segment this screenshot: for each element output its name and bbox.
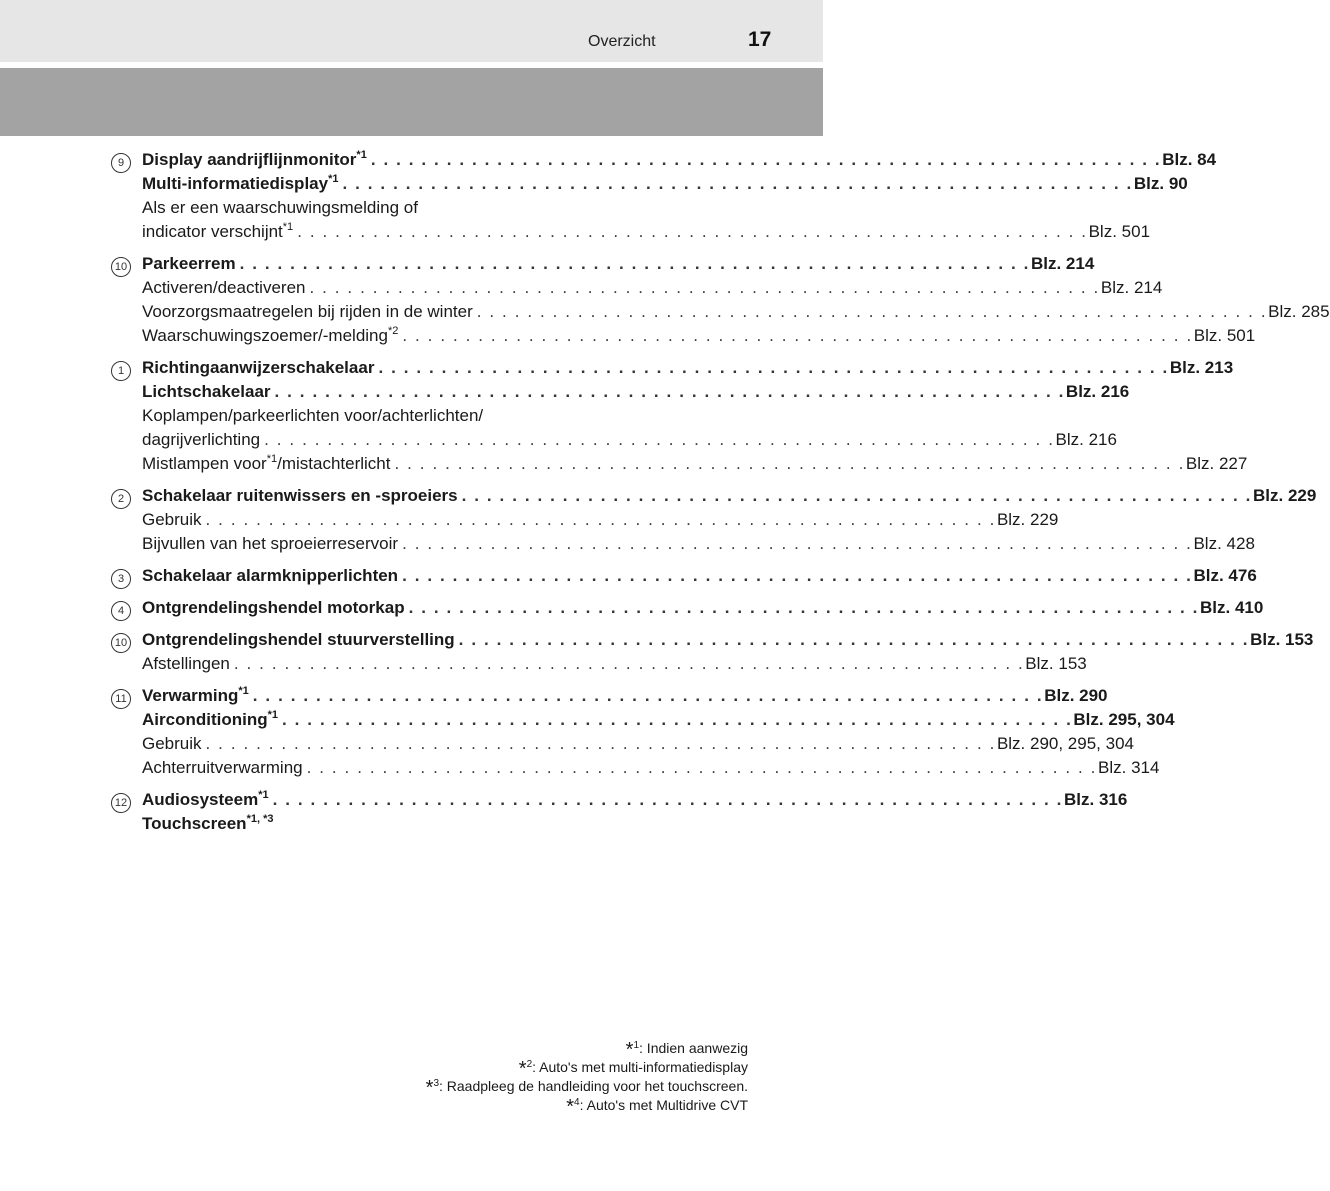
footnote-ref: *1: [238, 685, 249, 697]
index-entry: [142, 196, 717, 220]
index-entry: [142, 324, 1256, 348]
index-entry: [142, 172, 1188, 196]
dot-leader: . . . . . . . . . . . . . . . . . . . . . . . . . . . . . . . . . . . . . . . . . . . . . . . . . . . . . . . . . . . . . . .: [306, 758, 1098, 777]
entry-label: Activeren/deactiveren: [142, 278, 306, 297]
index-entry: [142, 452, 1248, 476]
entry-label: Achterruitverwarming: [142, 758, 303, 777]
dot-leader: . . . . . . . . . . . . . . . . . . . . . . . . . . . . . . . . . . . . . . . . . . . . . . . . . . . . . . . . . . . . . . .: [297, 222, 1088, 241]
entry-label: Ontgrendelingshendel motorkap: [142, 598, 405, 617]
index-group: [109, 484, 1317, 556]
index-entry: [142, 788, 1128, 812]
page-reference[interactable]: Blz. 153: [1025, 654, 1087, 673]
callout-number: 2: [111, 489, 131, 509]
index-entry: [142, 652, 1087, 676]
index-entry: [142, 508, 1059, 532]
entry-label: Richtingaanwijzerschakelaar: [142, 358, 375, 377]
index-entry: [142, 404, 717, 428]
entry-label: dagrijverlichting: [142, 430, 261, 449]
entry-label: Gebruik: [142, 734, 202, 753]
footnote: *$^2$: Auto's met multi-informatiedisplay: [518, 1058, 748, 1080]
page-reference[interactable]: Blz. 90: [1133, 174, 1188, 193]
callout-number: 10: [111, 257, 131, 277]
callout-number: 12: [111, 793, 131, 813]
page-number: 17: [748, 28, 772, 51]
footnote-ref: *1: [267, 709, 278, 721]
index-entry: [142, 300, 1330, 324]
index-entry: [142, 596, 1264, 620]
page-reference[interactable]: Blz. 314: [1098, 758, 1160, 777]
index-group: [109, 148, 1217, 244]
dot-leader: . . . . . . . . . . . . . . . . . . . . . . . . . . . . . . . . . . . . . . . . . . . . . . . . . . . . . . . . . . . . . . .: [233, 654, 1025, 673]
dot-leader: . . . . . . . . . . . . . . . . . . . . . . . . . . . . . . . . . . . . . . . . . . . . . . . . . . . . . . . . . . . . . . .: [458, 630, 1250, 649]
page-reference[interactable]: Blz. 216: [1065, 382, 1130, 401]
overview-index: [109, 148, 1330, 844]
footnote-ref: *1: [266, 453, 278, 465]
dot-leader: . . . . . . . . . . . . . . . . . . . . . . . . . . . . . . . . . . . . . . . . . . . . . . . . . . . . . . . . . . . . . . .: [394, 454, 1185, 473]
page-reference[interactable]: Blz. 84: [1162, 150, 1217, 169]
entry-label: Airconditioning$^{*1}$: [142, 709, 278, 729]
callout-number: 4: [111, 601, 131, 621]
page-reference[interactable]: Blz. 285: [1268, 302, 1330, 321]
entry-label: Verwarming$^{*1}$: [142, 685, 249, 705]
dot-leader: . . . . . . . . . . . . . . . . . . . . . . . . . . . . . . . . . . . . . . . . . . . . . . . . . . . . . . . . . . . . . . .: [264, 430, 1055, 449]
entry-label: Display aandrijflijnmonitor$^{*1}$: [142, 149, 367, 169]
page-reference[interactable]: Blz. 410: [1200, 598, 1264, 617]
entry-label: Lichtschakelaar: [142, 382, 271, 401]
index-entry: [142, 148, 1217, 172]
entry-label: Touchscreen$^{*1, *3}$: [142, 813, 274, 833]
entry-label: Parkeerrem: [142, 254, 236, 273]
page-reference[interactable]: Blz. 295, 304: [1073, 710, 1175, 729]
dot-leader: . . . . . . . . . . . . . . . . . . . . . . . . . . . . . . . . . . . . . . . . . . . . . . . . . . . . . . . . . . . . . . .: [274, 382, 1065, 401]
footnote-ref: *1: [282, 221, 294, 233]
index-entry: [142, 732, 1134, 756]
index-entry: [142, 252, 1095, 276]
dot-leader: . . . . . . . . . . . . . . . . . . . . . . . . . . . . . . . . . . . . . . . . . . . . . . . . . . . . . . . . . . . . . . .: [402, 566, 1193, 585]
index-entry: [142, 484, 1317, 508]
page-reference[interactable]: Blz. 229: [1253, 486, 1317, 505]
footnotes: [425, 1038, 748, 1118]
dot-leader: . . . . . . . . . . . . . . . . . . . . . . . . . . . . . . . . . . . . . . . . . . . . . . . . . . . . . . . . . . . . . . .: [378, 358, 1169, 377]
page-reference[interactable]: Blz. 227: [1185, 454, 1248, 473]
dot-leader: . . . . . . . . . . . . . . . . . . . . . . . . . . . . . . . . . . . . . . . . . . . . . . . . . . . . . . . . . . . . . . .: [342, 174, 1133, 193]
page-reference[interactable]: Blz. 428: [1193, 534, 1255, 553]
footnote-ref: *2: [387, 325, 399, 337]
page-reference[interactable]: Blz. 290: [1044, 686, 1108, 705]
callout-number: 3: [111, 569, 131, 589]
page-reference[interactable]: Blz. 316: [1064, 790, 1128, 809]
dot-leader: . . . . . . . . . . . . . . . . . . . . . . . . . . . . . . . . . . . . . . . . . . . . . . . . . . . . . . . . . . . . . . .: [402, 326, 1193, 345]
dot-leader: . . . . . . . . . . . . . . . . . . . . . . . . . . . . . . . . . . . . . . . . . . . . . . . . . . . . . . . . . . . . . . .: [239, 254, 1030, 273]
callout-number: 11: [111, 689, 131, 709]
footnote: *$^1$: Indien aanwezig: [625, 1039, 748, 1061]
index-entry: [142, 276, 1163, 300]
index-entry: [142, 428, 1117, 452]
gray-band: [0, 68, 823, 136]
index-group: [109, 356, 1248, 476]
index-group: [109, 564, 1257, 588]
dot-leader: . . . . . . . . . . . . . . . . . . . . . . . . . . . . . . . . . . . . . . . . . . . . . . . . . . . . . . . . . . . . . . .: [476, 302, 1268, 321]
index-group: [109, 252, 1330, 348]
index-group: [109, 788, 1128, 836]
entry-label: Audiosysteem$^{*1}$: [142, 789, 269, 809]
entry-label: indicator verschijnt$^{*1}$: [142, 221, 294, 241]
entry-label: Bijvullen van het sproeierreservoir: [142, 534, 399, 553]
footnote-ref: *1: [356, 149, 367, 161]
dot-leader: . . . . . . . . . . . . . . . . . . . . . . . . . . . . . . . . . . . . . . . . . . . . . . . . . . . . . . . . . . . . . . .: [205, 734, 996, 753]
dot-leader: . . . . . . . . . . . . . . . . . . . . . . . . . . . . . . . . . . . . . . . . . . . . . . . . . . . . . . . . . . . . . . .: [370, 150, 1162, 169]
footnote-ref: *1: [328, 173, 339, 185]
page-reference[interactable]: Blz. 501: [1193, 326, 1256, 345]
callout-number: 1: [111, 361, 131, 381]
index-group: [109, 684, 1175, 780]
callout-number: 10: [111, 633, 131, 653]
entry-label: Ontgrendelingshendel stuurverstelling: [142, 630, 455, 649]
entry-label: Afstellingen: [142, 654, 230, 673]
dot-leader: . . . . . . . . . . . . . . . . . . . . . . . . . . . . . . . . . . . . . . . . . . . . . . . . . . . . . . . . . . . . . . .: [282, 710, 1073, 729]
entry-label: Schakelaar alarmknipperlichten: [142, 566, 399, 585]
section-title: Overzicht: [588, 33, 656, 50]
index-entry: [142, 812, 717, 836]
footnote: *$^4$: Auto's met Multidrive CVT: [566, 1096, 748, 1118]
index-entry: [142, 380, 1130, 404]
index-entry: [142, 356, 1234, 380]
entry-label: Multi-informatiedisplay$^{*1}$: [142, 173, 339, 193]
footnote-ref: *1: [258, 789, 269, 801]
entry-label: Waarschuwingszoemer/-melding$^{*2}$: [142, 325, 399, 345]
entry-label: Mistlampen voor$^{*1}$/mistachterlicht: [142, 453, 391, 473]
entry-label: Als er een waarschuwingsmelding of: [142, 198, 418, 217]
index-entry: [142, 708, 1175, 732]
page-reference[interactable]: Blz. 214: [1030, 254, 1095, 273]
page-reference[interactable]: Blz. 290, 295, 304: [996, 734, 1134, 753]
page-reference[interactable]: Blz. 213: [1169, 358, 1234, 377]
entry-label: Schakelaar ruitenwissers en -sproeiers: [142, 486, 458, 505]
dot-leader: . . . . . . . . . . . . . . . . . . . . . . . . . . . . . . . . . . . . . . . . . . . . . . . . . . . . . . . . . . . . . . .: [408, 598, 1199, 617]
index-entry: [142, 220, 1151, 244]
index-group: [109, 628, 1314, 676]
page-reference[interactable]: Blz. 216: [1055, 430, 1117, 449]
page-reference[interactable]: Blz. 229: [996, 510, 1059, 529]
index-entry: [142, 628, 1314, 652]
dot-leader: . . . . . . . . . . . . . . . . . . . . . . . . . . . . . . . . . . . . . . . . . . . . . . . . . . . . . . . . . . . . . . .: [402, 534, 1193, 553]
page-reference[interactable]: Blz. 501: [1088, 222, 1151, 241]
index-entry: [142, 564, 1257, 588]
dot-leader: . . . . . . . . . . . . . . . . . . . . . . . . . . . . . . . . . . . . . . . . . . . . . . . . . . . . . . . . . . . . . . .: [205, 510, 996, 529]
dot-leader: . . . . . . . . . . . . . . . . . . . . . . . . . . . . . . . . . . . . . . . . . . . . . . . . . . . . . . . . . . . . . . .: [461, 486, 1253, 505]
page-reference[interactable]: Blz. 476: [1193, 566, 1257, 585]
index-entry: [142, 756, 1160, 780]
dot-leader: . . . . . . . . . . . . . . . . . . . . . . . . . . . . . . . . . . . . . . . . . . . . . . . . . . . . . . . . . . . . . . .: [309, 278, 1100, 297]
page-reference[interactable]: Blz. 153: [1250, 630, 1314, 649]
dot-leader: . . . . . . . . . . . . . . . . . . . . . . . . . . . . . . . . . . . . . . . . . . . . . . . . . . . . . . . . . . . . . . .: [252, 686, 1044, 705]
index-entry: [142, 684, 1108, 708]
entry-label: Koplampen/parkeerlichten voor/achterlichten/: [142, 406, 484, 425]
entry-label: Gebruik: [142, 510, 202, 529]
header-bar: [0, 0, 823, 62]
callout-number: 9: [111, 153, 131, 173]
footnote: *$^3$: Raadpleeg de handleiding voor het touchscreen.: [425, 1077, 748, 1099]
index-group: [109, 596, 1264, 620]
index-entry: [142, 532, 1255, 556]
dot-leader: . . . . . . . . . . . . . . . . . . . . . . . . . . . . . . . . . . . . . . . . . . . . . . . . . . . . . . . . . . . . . . .: [272, 790, 1064, 809]
page-reference[interactable]: Blz. 214: [1100, 278, 1163, 297]
footnote-ref: *1, *3: [246, 813, 274, 825]
entry-label: Voorzorgsmaatregelen bij rijden in de winter: [142, 302, 473, 321]
